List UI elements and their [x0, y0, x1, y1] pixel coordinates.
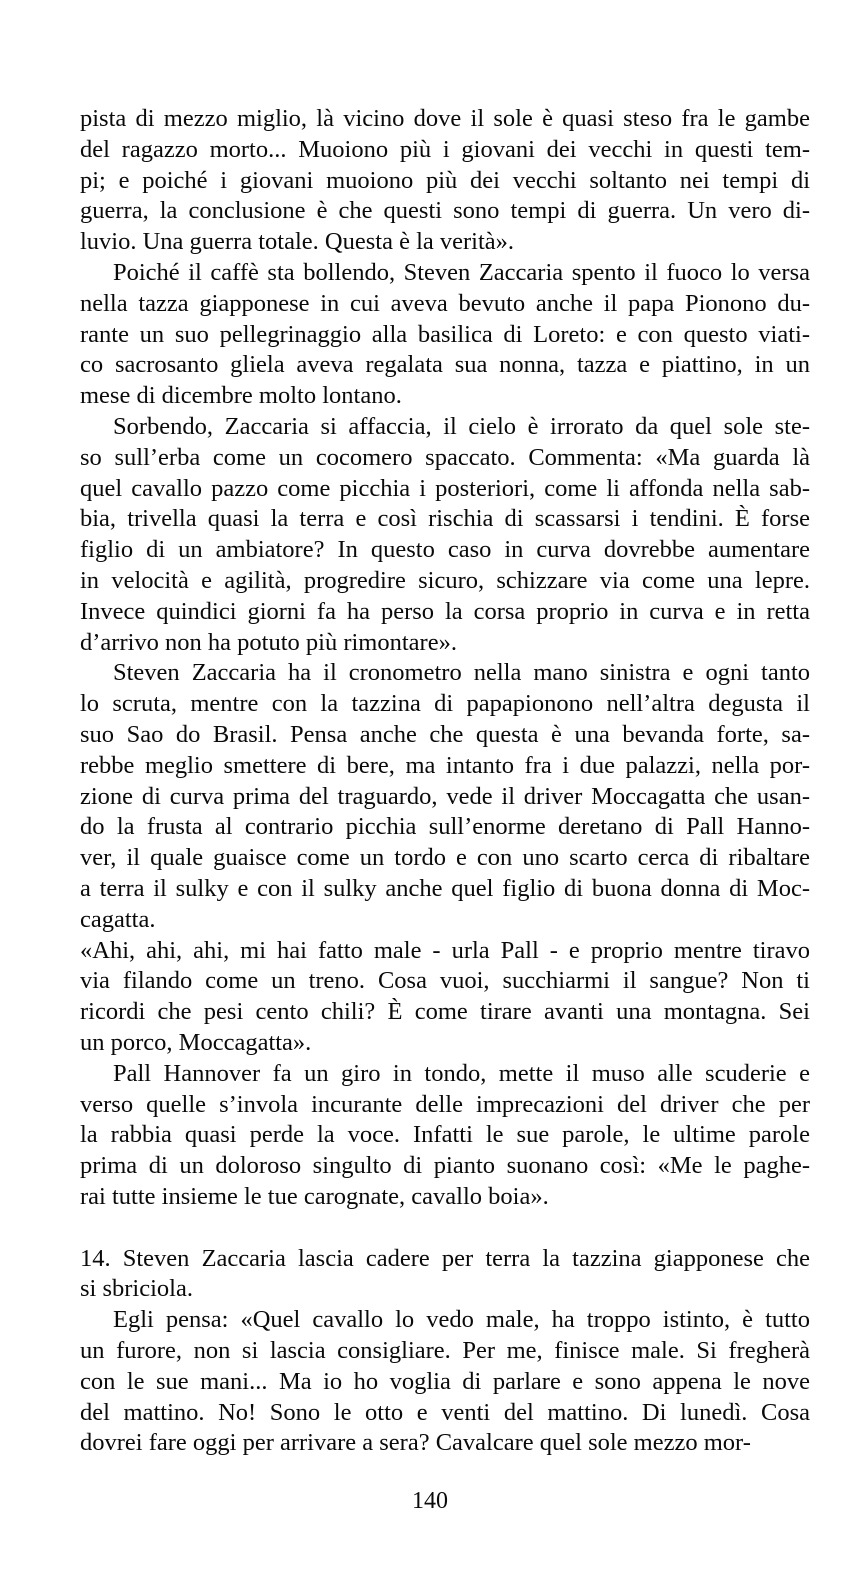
text-line: con le sue mani... Ma io ho voglia di parlare e sono appena le nove: [80, 1367, 810, 1395]
text-line: la rabbia quasi perde la voce. Infatti le sue parole, le ultime parole: [80, 1121, 810, 1149]
text-line: del ragazzo morto... Muoiono più i giovani dei vecchi in questi tem-: [80, 135, 810, 163]
text-line: dovrei fare oggi per arrivare a sera? Cavalcare quel sole mezzo mor-: [80, 1429, 751, 1457]
page-number: 140: [412, 1488, 448, 1514]
text-line: ricordi che pesi cento chili? È come tirare avanti una montagna. Sei: [80, 998, 810, 1026]
text-line: figlio di un ambiatore? In questo caso in curva dovrebbe aumentare: [80, 536, 810, 564]
text-line: 14. Steven Zaccaria lascia cadere per terra la tazzina giapponese che: [80, 1244, 810, 1272]
text-line: ver, il quale guaisce come un tordo e con uno scarto cerca di ribaltare: [80, 844, 810, 872]
text-line: rante un suo pellegrinaggio alla basilica di Loreto: e con questo viati-: [80, 320, 810, 348]
text-line: Egli pensa: «Quel cavallo lo vedo male, ha troppo istinto, è tutto: [113, 1306, 810, 1334]
text-line: Poiché il caffè sta bollendo, Steven Zaccaria spento il fuoco lo versa: [113, 258, 810, 286]
text-line: rebbe meglio smettere di bere, ma intanto fra i due palazzi, nella por-: [80, 751, 810, 779]
paragraph: [80, 658, 810, 935]
text-line: nella tazza giapponese in cui aveva bevuto anche il papa Pionono du-: [80, 289, 810, 317]
paragraph: [80, 1244, 810, 1306]
text-line: a terra il sulky e con il sulky anche quel figlio di buona donna di Moc-: [80, 874, 810, 902]
text-line: Invece quindici giorni fa ha perso la corsa proprio in curva e in retta: [80, 597, 810, 625]
text-line: quel cavallo pazzo come picchia i posteriori, come li affonda nella sab-: [80, 474, 810, 502]
text-line: pi; e poiché i giovani muoiono più dei vecchi soltanto nei tempi di: [80, 166, 810, 194]
text-line: cagatta.: [80, 905, 156, 933]
text-line: guerra, la conclusione è che questi sono tempi di guerra. Un vero di-: [80, 197, 810, 225]
text-line: co sacrosanto gliela aveva regalata sua nonna, tazza e piattino, in un: [80, 351, 810, 379]
text-line: so sull’erba come un cocomero spaccato. Commenta: «Ma guarda là: [80, 443, 810, 471]
text-line: do la frusta al contrario picchia sull’enorme deretano di Pall Hanno-: [80, 813, 810, 841]
text-line: suo Sao do Brasil. Pensa anche che questa è una bevanda forte, sa-: [80, 720, 810, 748]
text-line: Steven Zaccaria ha il cronometro nella mano sinistra e ogni tanto: [113, 659, 810, 687]
text-line: un furore, non si lascia consigliare. Per me, finisce male. Si fregherà: [80, 1337, 810, 1365]
text-line: d’arrivo non ha potuto più rimontare».: [80, 628, 457, 656]
text-line: lo scruta, mentre con la tazzina di papapionono nell’altra degusta il: [80, 690, 810, 718]
text-line: zione di curva prima del traguardo, vede il driver Moccagatta che usan-: [80, 782, 810, 810]
paragraph: [80, 936, 810, 1059]
text-line: mese di dicembre molto lontano.: [80, 382, 402, 410]
text-line: in velocità e agilità, progredire sicuro, schizzare via come una lepre.: [80, 566, 810, 594]
paragraph: [80, 1305, 810, 1459]
paragraph: [80, 412, 810, 658]
paragraph: [80, 258, 810, 412]
text-line: un porco, Moccagatta».: [80, 1028, 312, 1056]
text-block: [80, 104, 810, 1459]
text-line: «Ahi, ahi, ahi, mi hai fatto male - urla Pall - e proprio mentre tiravo: [80, 936, 810, 964]
text-line: verso quelle s’invola incurante delle imprecazioni del driver che per: [80, 1090, 810, 1118]
text-line: Sorbendo, Zaccaria si affaccia, il cielo è irrorato da quel sole ste-: [113, 412, 810, 440]
text-line: via filando come un treno. Cosa vuoi, succhiarmi il sangue? Non ti: [80, 967, 810, 995]
text-line: luvio. Una guerra totale. Questa è la verità».: [80, 228, 515, 256]
paragraph: [80, 1059, 810, 1213]
paragraph: [80, 104, 810, 258]
text-line: prima di un doloroso singulto di pianto suonano così: «Me le paghe-: [80, 1152, 810, 1180]
text-line: pista di mezzo miglio, là vicino dove il sole è quasi steso fra le gambe: [80, 105, 810, 132]
text-line: rai tutte insieme le tue carognate, cavallo boia».: [80, 1182, 549, 1210]
text-line: del mattino. No! Sono le otto e venti del mattino. Di lunedì. Cosa: [80, 1398, 810, 1426]
text-line: si sbriciola.: [80, 1275, 193, 1303]
text-line: Pall Hannover fa un giro in tondo, mette il muso alle scuderie e: [113, 1059, 810, 1087]
text-line: bia, trivella quasi la terra e così rischia di scassarsi i tendini. È forse: [80, 505, 810, 533]
